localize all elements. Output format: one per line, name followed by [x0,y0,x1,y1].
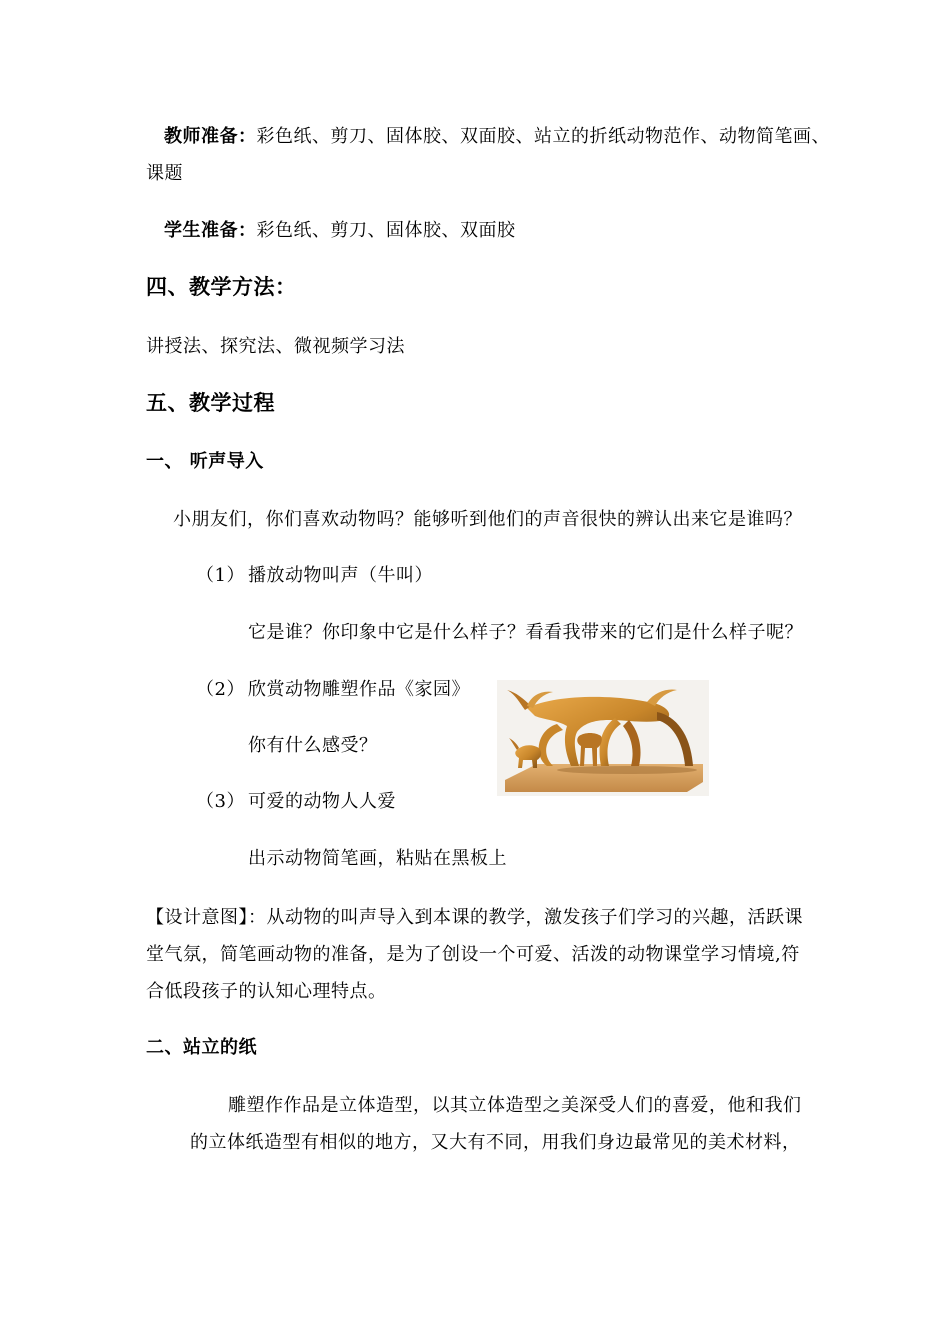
step3-text: 可爱的动物人人爱 [248,791,396,812]
teacher-prep-line1 [164,124,830,150]
teaching-methods: 讲授法、探究法、微视频学习法 [146,336,405,357]
part1-heading: 一、 听声导入 [146,451,264,472]
animal-sculpture-image [497,680,709,796]
part2-heading: 二、站立的纸 [146,1037,257,1058]
part1-intro: 小朋友们，你们喜欢动物吗？能够听到他们的声音很快的辨认出来它是谁吗？ [173,509,802,530]
part2-paragraph-line2: 的立体纸造型有相似的地方，又大有不同，用我们身边最常见的美术材料， [190,1132,801,1153]
student-prep-label: 学生准备： [164,220,257,241]
design-intent-line3: 合低段孩子的认知心理特点。 [146,981,387,1002]
step3-detail: 出示动物简笔画，粘贴在黑板上 [248,848,507,869]
student-prep-line [164,218,516,244]
teacher-prep-line2: 课题 [146,163,183,184]
design-intent-line1: 【设计意图】：从动物的叫声导入到本课的教学，激发孩子们学习的兴趣，活跃课 [146,907,803,928]
teacher-prep-text: 彩色纸、剪刀、固体胶、双面胶、站立的折纸动物范作、动物简笔画、 [256,126,830,147]
step2-text: 欣赏动物雕塑作品《家园》 [248,679,470,700]
step1-detail: 它是谁？你印象中它是什么样子？看看我带来的它们是什么样子呢？ [248,622,803,643]
teacher-prep-label: 教师准备： [164,126,257,147]
section4-heading: 四、教学方法： [146,275,297,299]
student-prep-text: 彩色纸、剪刀、固体胶、双面胶 [256,220,516,241]
step3-number: （3） [196,791,245,812]
step1-number: （1） [196,565,245,586]
step2-number: （2） [196,679,245,700]
design-intent-line2: 堂气氛，简笔画动物的准备，是为了创设一个可爱、活泼的动物课堂学习情境,符 [146,944,800,965]
part2-paragraph-line1: 雕塑作作品是立体造型，以其立体造型之美深受人们的喜爱，他和我们 [228,1095,802,1116]
step1-text: 播放动物叫声（牛叫） [248,565,433,586]
sculpture-photo [497,680,709,796]
step2-detail: 你有什么感受？ [248,735,378,756]
section5-heading: 五、教学过程 [146,391,275,415]
